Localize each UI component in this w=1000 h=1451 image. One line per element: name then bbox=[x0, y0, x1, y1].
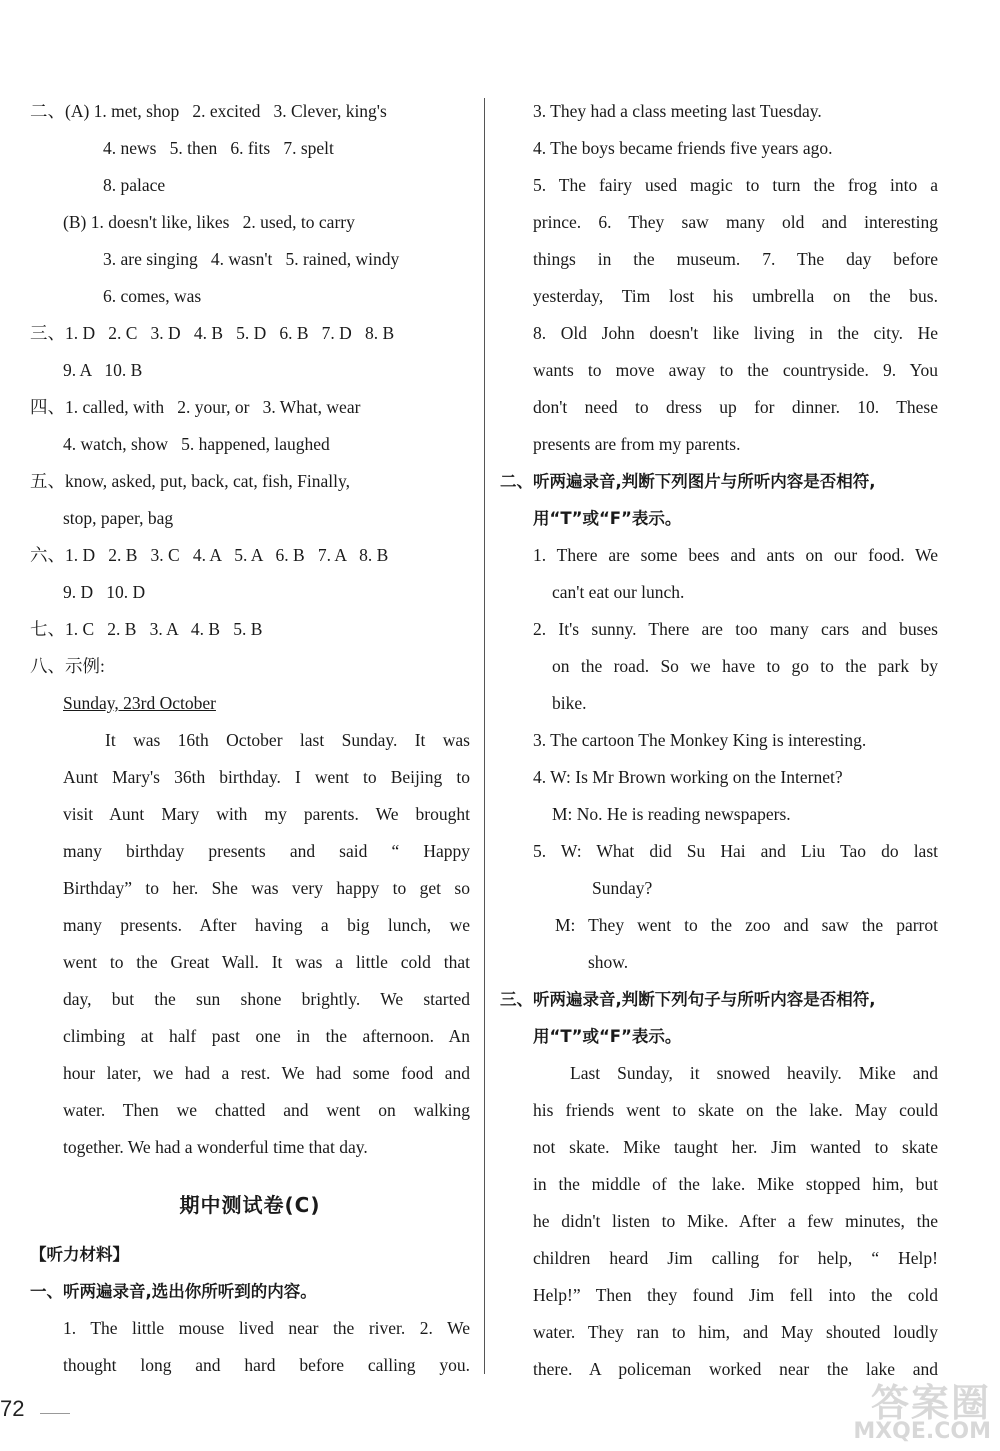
listening-line: 1. There are some bees and ants on our food. We bbox=[533, 545, 938, 565]
listening-line: 3. They had a class meeting last Tuesday. bbox=[533, 101, 822, 121]
part-heading: 二、听两遍录音,判断下列图片与所听内容是否相符, bbox=[500, 472, 876, 491]
part-heading: 用“T”或“F”表示。 bbox=[533, 509, 682, 528]
watermark-logo bbox=[790, 1370, 995, 1446]
essay-line: went to the Great Wall. It was a little cold that bbox=[63, 952, 470, 972]
passage-line: there. A policeman worked near the lake and bbox=[533, 1359, 938, 1379]
listening-line: don't need to dress up for dinner. 10. These bbox=[533, 397, 938, 417]
passage-line: Help!” Then they found Jim fell into the cold bbox=[533, 1285, 938, 1305]
essay-date: Sunday, 23rd October bbox=[63, 693, 216, 713]
listening-line: M: No. He is reading newspapers. bbox=[552, 804, 791, 824]
essay-line: together. We had a wonderful time that day. bbox=[63, 1137, 368, 1157]
listening-line: can't eat our lunch. bbox=[552, 582, 685, 602]
answer-line: 四、1. called, with 2. your, or 3. What, wear bbox=[30, 397, 361, 417]
listening-line: 8. Old John doesn't like living in the city. He bbox=[533, 323, 938, 343]
answer-line: 八、示例: bbox=[30, 656, 105, 676]
watermark-url: MXQE.COM bbox=[853, 1419, 991, 1444]
listening-line: 4. The boys became friends five years ago. bbox=[533, 138, 833, 158]
essay-line: Birthday” to her. She was very happy to get so bbox=[63, 878, 470, 898]
essay-line: Aunt Mary's 36th birthday. I went to Beijing to bbox=[63, 767, 470, 787]
answer-line: 五、know, asked, put, back, cat, fish, Finally, bbox=[30, 471, 350, 491]
section-title: 期中测试卷(C) bbox=[179, 1193, 321, 1217]
essay-line: day, but the sun shone brightly. We started bbox=[63, 989, 470, 1009]
listening-line: thought long and hard before calling you. bbox=[63, 1355, 470, 1375]
part-heading: 一、听两遍录音,选出你所听到的内容。 bbox=[30, 1282, 317, 1301]
part-heading: 用“T”或“F”表示。 bbox=[533, 1027, 682, 1046]
answer-line: 4. news 5. then 6. fits 7. spelt bbox=[103, 138, 334, 158]
answer-line: 3. are singing 4. wasn't 5. rained, windy bbox=[103, 249, 400, 269]
answer-line: 六、1. D 2. B 3. C 4. A 5. A 6. B 7. A 8. B bbox=[30, 545, 389, 565]
answer-line: (B) 1. doesn't like, likes 2. used, to carry bbox=[63, 212, 355, 232]
right-column bbox=[500, 93, 938, 1388]
essay-line: many birthday presents and said “ Happy bbox=[63, 841, 470, 861]
answer-line: 三、1. D 2. C 3. D 4. B 5. D 6. B 7. D 8. B bbox=[30, 323, 395, 343]
passage-line: water. They ran to him, and May shouted loudly bbox=[533, 1322, 938, 1342]
page-number-rule bbox=[40, 1413, 70, 1414]
listening-line: things in the museum. 7. The day before bbox=[533, 249, 938, 269]
passage-line: in the middle of the lake. Mike stopped him, but bbox=[533, 1174, 938, 1194]
listening-line: 5. The fairy used magic to turn the frog into a bbox=[533, 175, 938, 195]
listening-line: show. bbox=[588, 952, 629, 972]
listening-line: yesterday, Tim lost his umbrella on the bus. bbox=[533, 286, 938, 306]
answer-line: stop, paper, bag bbox=[63, 508, 174, 528]
passage-line: children heard Jim calling for help, “ Help! bbox=[533, 1248, 938, 1268]
passage-line: Last Sunday, it snowed heavily. Mike and bbox=[570, 1063, 938, 1083]
essay-line: climbing at half past one in the afternoon. An bbox=[63, 1026, 470, 1046]
essay-line: visit Aunt Mary with my parents. We brought bbox=[63, 804, 470, 824]
listening-line: bike. bbox=[552, 693, 587, 713]
listening-line: 3. The cartoon The Monkey King is interesting. bbox=[533, 730, 867, 750]
listening-line: on the road. So we have to go to the park by bbox=[552, 656, 938, 676]
left-column bbox=[30, 93, 470, 1384]
answer-line: 9. A 10. B bbox=[63, 360, 143, 380]
essay-line: It was 16th October last Sunday. It was bbox=[105, 730, 470, 750]
answer-line: 8. palace bbox=[103, 175, 166, 195]
listening-line: 4. W: Is Mr Brown working on the Internet? bbox=[533, 767, 843, 787]
essay-line: hour later, we had a rest. We had some food and bbox=[63, 1063, 470, 1083]
answer-line: 七、1. C 2. B 3. A 4. B 5. B bbox=[30, 619, 263, 639]
column-divider bbox=[484, 98, 485, 1374]
answer-line: 二、(A) 1. met, shop 2. excited 3. Clever, king's bbox=[30, 101, 387, 121]
listening-line: prince. 6. They saw many old and interesting bbox=[533, 212, 938, 232]
listening-line: wants to move away to the countryside. 9. You bbox=[533, 360, 938, 380]
watermark-text: 答案圈 bbox=[870, 1381, 991, 1425]
listening-line: 5. W: What did Su Hai and Liu Tao do last bbox=[533, 841, 938, 861]
essay-line: water. Then we chatted and went on walking bbox=[63, 1100, 470, 1120]
listening-line: 2. It's sunny. There are too many cars and buses bbox=[533, 619, 938, 639]
passage-line: not skate. Mike taught her. Jim wanted to skate bbox=[533, 1137, 938, 1157]
answer-line: 9. D 10. D bbox=[63, 582, 146, 602]
page-number: 72 bbox=[0, 1396, 25, 1421]
answer-line: 6. comes, was bbox=[103, 286, 202, 306]
answer-line: 4. watch, show 5. happened, laughed bbox=[63, 434, 330, 454]
listening-label: 【听力材料】 bbox=[30, 1245, 129, 1264]
listening-line: 1. The little mouse lived near the river. 2. We bbox=[63, 1318, 470, 1338]
passage-line: he didn't listen to Mike. After a few minutes, the bbox=[533, 1211, 938, 1231]
listening-line: M: They went to the zoo and saw the parrot bbox=[555, 915, 938, 935]
essay-line: many presents. After having a big lunch, we bbox=[63, 915, 470, 935]
listening-line: Sunday? bbox=[592, 878, 653, 898]
listening-line: presents are from my parents. bbox=[533, 434, 741, 454]
part-heading: 三、听两遍录音,判断下列句子与所听内容是否相符, bbox=[500, 990, 876, 1009]
passage-line: his friends went to skate on the lake. May could bbox=[533, 1100, 938, 1120]
